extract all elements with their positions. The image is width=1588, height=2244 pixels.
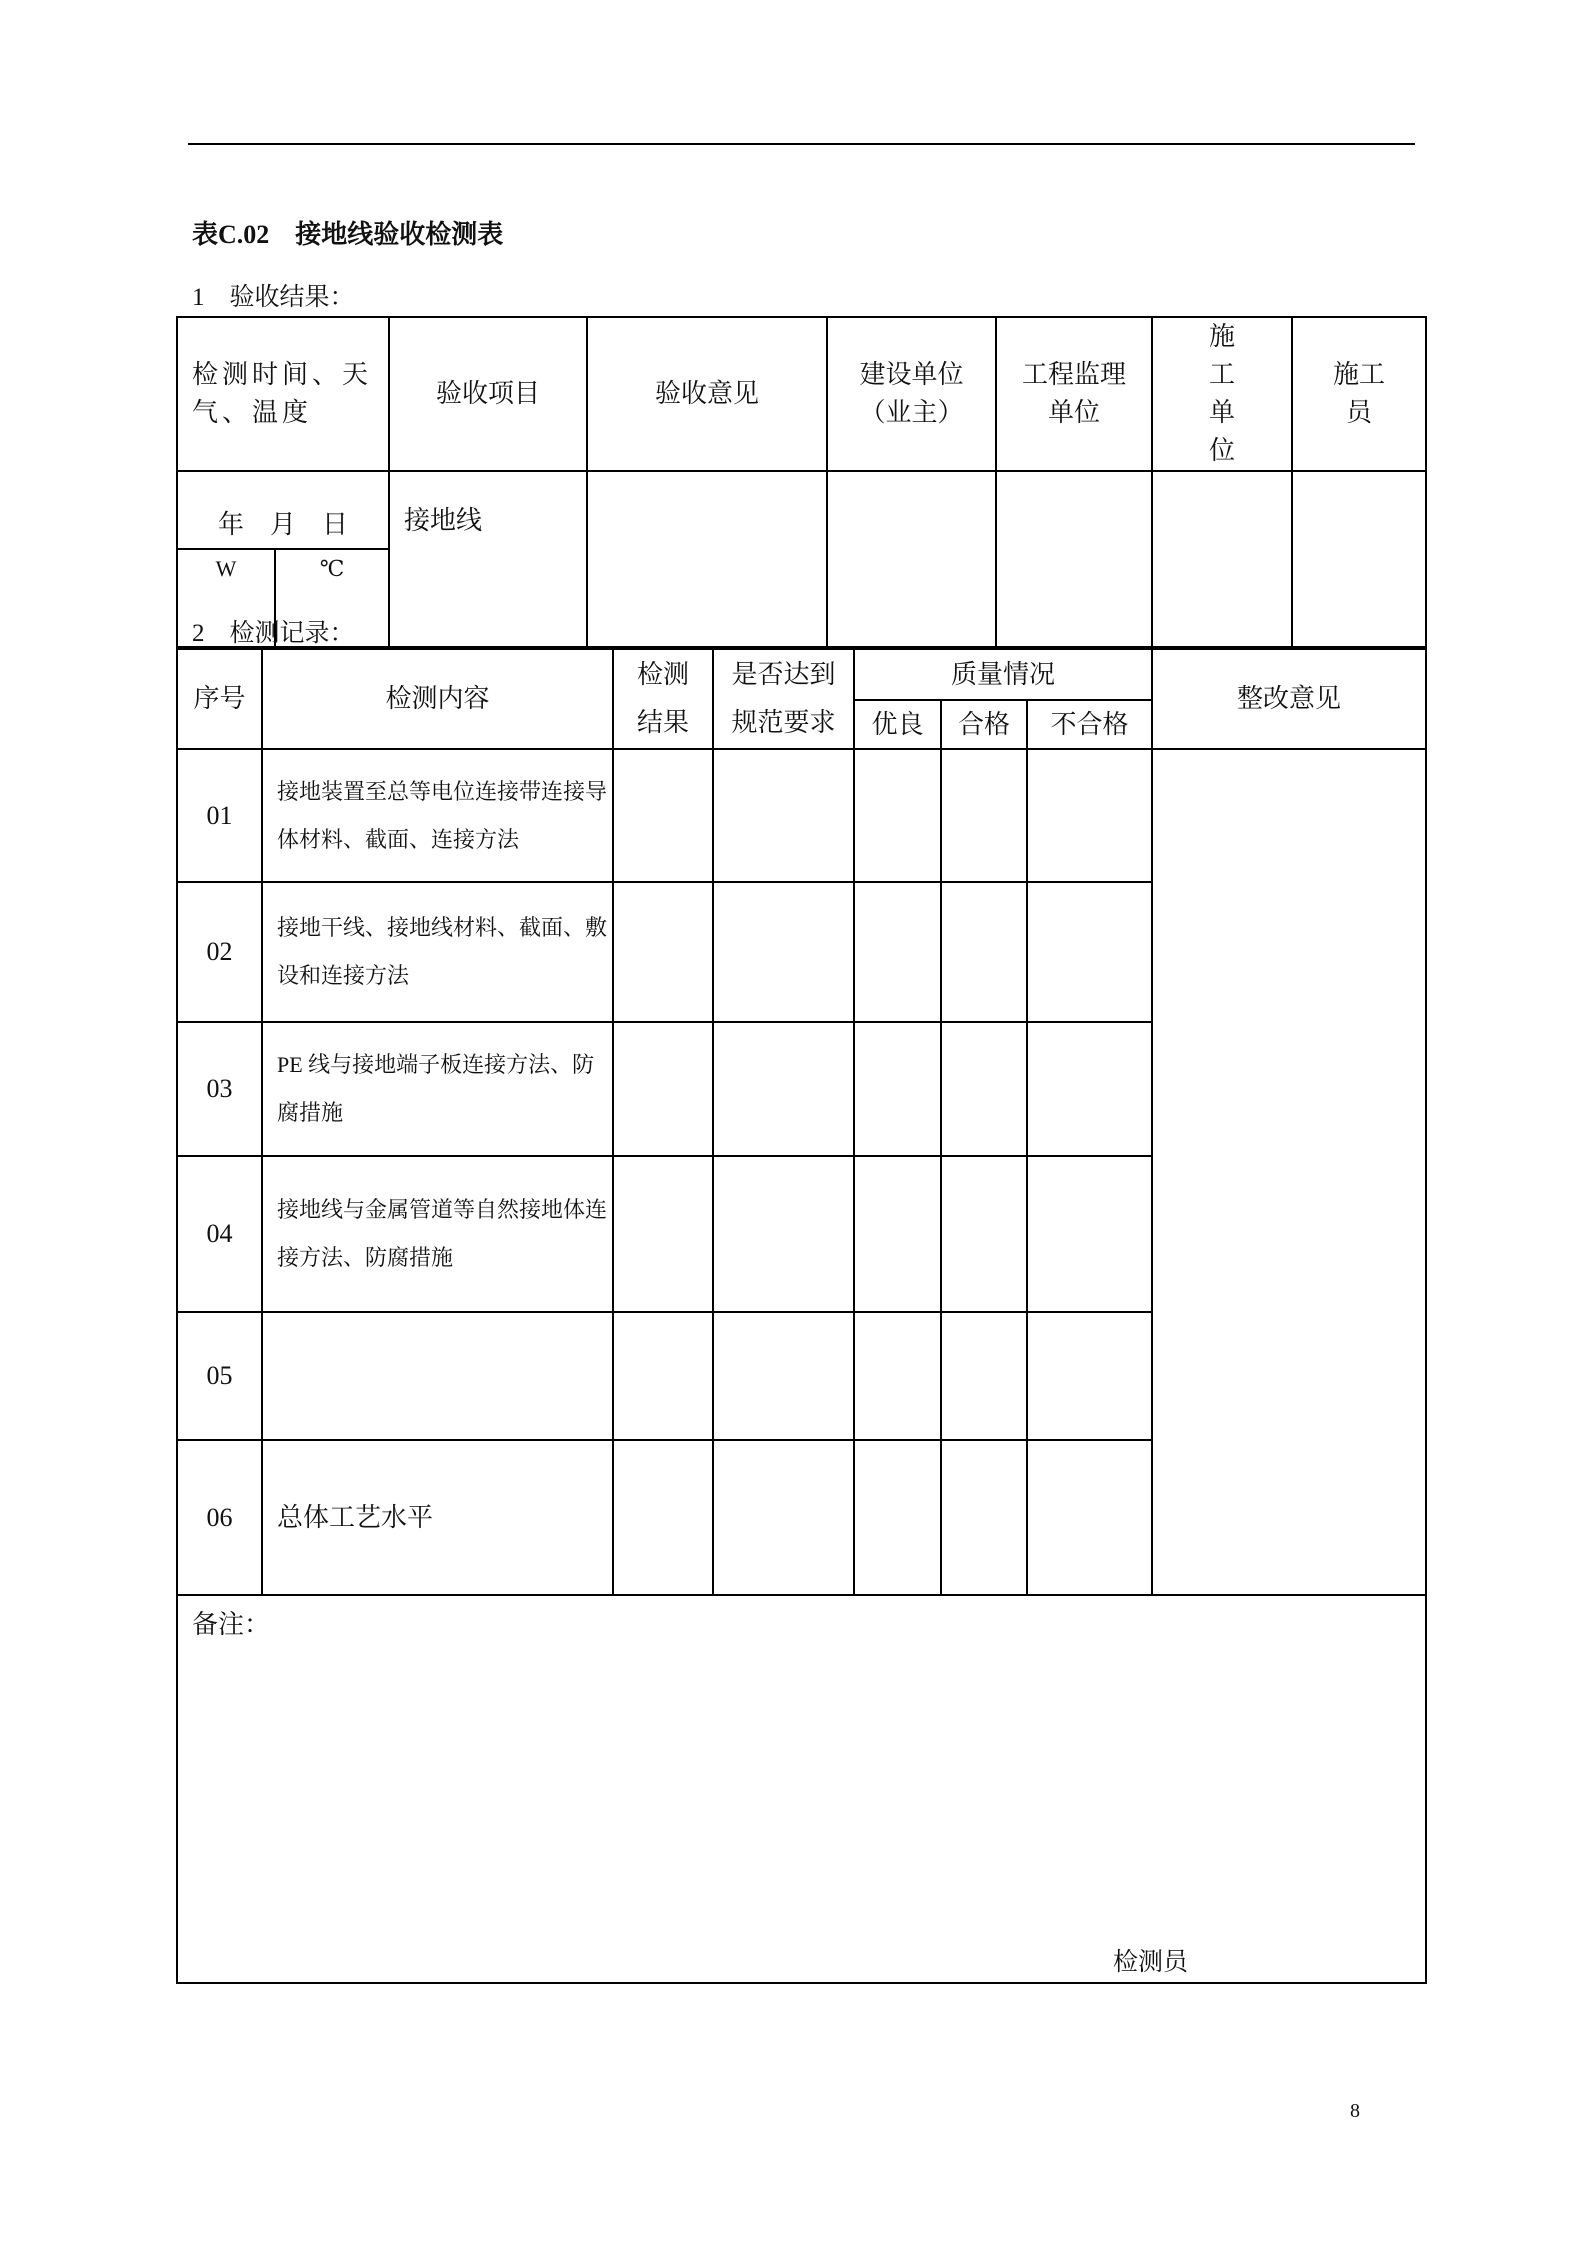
row-seq: 02 <box>177 882 262 1022</box>
row-content: 接地干线、接地线材料、截面、敷设和连接方法 <box>262 882 613 1022</box>
opinion-cell[interactable] <box>587 471 827 647</box>
header-supervisor: 工程监理单位 <box>996 317 1152 471</box>
section1-heading: 1 验收结果： <box>192 284 355 311</box>
result-cell[interactable] <box>613 1440 713 1595</box>
page-title: 表C.02 接地线验收检测表 <box>192 220 504 249</box>
meets-cell[interactable] <box>713 1440 854 1595</box>
pass-cell[interactable] <box>941 749 1027 882</box>
row-content: 总体工艺水平 <box>262 1440 613 1595</box>
notes-label: 备注： <box>192 1610 271 1639</box>
fail-cell[interactable] <box>1027 1156 1152 1312</box>
pass-cell[interactable] <box>941 882 1027 1022</box>
page-number: 8 <box>1350 2100 1360 2122</box>
result-cell[interactable] <box>613 1022 713 1156</box>
header-item: 验收项目 <box>389 317 587 471</box>
notes-cell[interactable] <box>177 1595 1426 1983</box>
table-row <box>177 749 1426 882</box>
fail-cell[interactable] <box>1027 1440 1152 1595</box>
row-seq: 05 <box>177 1312 262 1440</box>
result-cell[interactable] <box>613 1156 713 1312</box>
row-content: PE 线与接地端子板连接方法、防腐措施 <box>262 1022 613 1156</box>
inspection-table <box>176 648 1427 1984</box>
acceptance-item: 接地线 <box>389 471 587 647</box>
pass-cell[interactable] <box>941 1022 1027 1156</box>
acceptance-table <box>176 316 1427 648</box>
meets-cell[interactable] <box>713 882 854 1022</box>
header-opinion: 验收意见 <box>587 317 827 471</box>
inspector-label: 检测员 <box>1113 1949 1189 1976</box>
excellent-cell[interactable] <box>854 882 941 1022</box>
meets-cell[interactable] <box>713 749 854 882</box>
fail-cell[interactable] <box>1027 882 1152 1022</box>
constructor-cell[interactable] <box>1292 471 1426 647</box>
meets-cell[interactable] <box>713 1022 854 1156</box>
weather-field[interactable]: W <box>177 549 275 647</box>
row-seq: 01 <box>177 749 262 882</box>
header-rule <box>188 143 1415 145</box>
fail-cell[interactable] <box>1027 1022 1152 1156</box>
pass-cell[interactable] <box>941 1312 1027 1440</box>
excellent-cell[interactable] <box>854 1156 941 1312</box>
result-cell[interactable] <box>613 882 713 1022</box>
contractor-cell[interactable] <box>1152 471 1292 647</box>
result-cell[interactable] <box>613 749 713 882</box>
owner-cell[interactable] <box>827 471 996 647</box>
row-seq: 04 <box>177 1156 262 1312</box>
pass-cell[interactable] <box>941 1440 1027 1595</box>
header-result: 检测结果 <box>613 649 713 749</box>
header-pass: 合格 <box>941 700 1027 749</box>
fail-cell[interactable] <box>1027 749 1152 882</box>
header-constructor: 施工员 <box>1292 317 1426 471</box>
excellent-cell[interactable] <box>854 1022 941 1156</box>
excellent-cell[interactable] <box>854 1312 941 1440</box>
meets-cell[interactable] <box>713 1312 854 1440</box>
header-seq: 序号 <box>177 649 262 749</box>
excellent-cell[interactable] <box>854 749 941 882</box>
temperature-field[interactable]: ℃ <box>275 549 389 647</box>
meets-cell[interactable] <box>713 1156 854 1312</box>
row-seq: 03 <box>177 1022 262 1156</box>
supervisor-cell[interactable] <box>996 471 1152 647</box>
header-rectify: 整改意见 <box>1152 649 1426 749</box>
row-content[interactable] <box>262 1312 613 1440</box>
fail-cell[interactable] <box>1027 1312 1152 1440</box>
section2-heading: 2 检测记录： <box>192 620 355 647</box>
header-content: 检测内容 <box>262 649 613 749</box>
row-content: 接地线与金属管道等自然接地体连接方法、防腐措施 <box>262 1156 613 1312</box>
header-meets: 是否达到规范要求 <box>713 649 854 749</box>
header-quality: 质量情况 <box>854 649 1152 700</box>
header-fail: 不合格 <box>1027 700 1152 749</box>
excellent-cell[interactable] <box>854 1440 941 1595</box>
rectify-cell[interactable] <box>1152 749 1426 1595</box>
result-cell[interactable] <box>613 1312 713 1440</box>
header-excellent: 优良 <box>854 700 941 749</box>
header-time-weather: 检测时间、天气、温度 <box>177 317 389 471</box>
pass-cell[interactable] <box>941 1156 1027 1312</box>
date-field[interactable]: 年 月 日 <box>177 471 389 549</box>
row-content: 接地装置至总等电位连接带连接导体材料、截面、连接方法 <box>262 749 613 882</box>
header-contractor: 施工单位 <box>1152 317 1292 471</box>
row-seq: 06 <box>177 1440 262 1595</box>
header-owner: 建设单位（业主） <box>827 317 996 471</box>
